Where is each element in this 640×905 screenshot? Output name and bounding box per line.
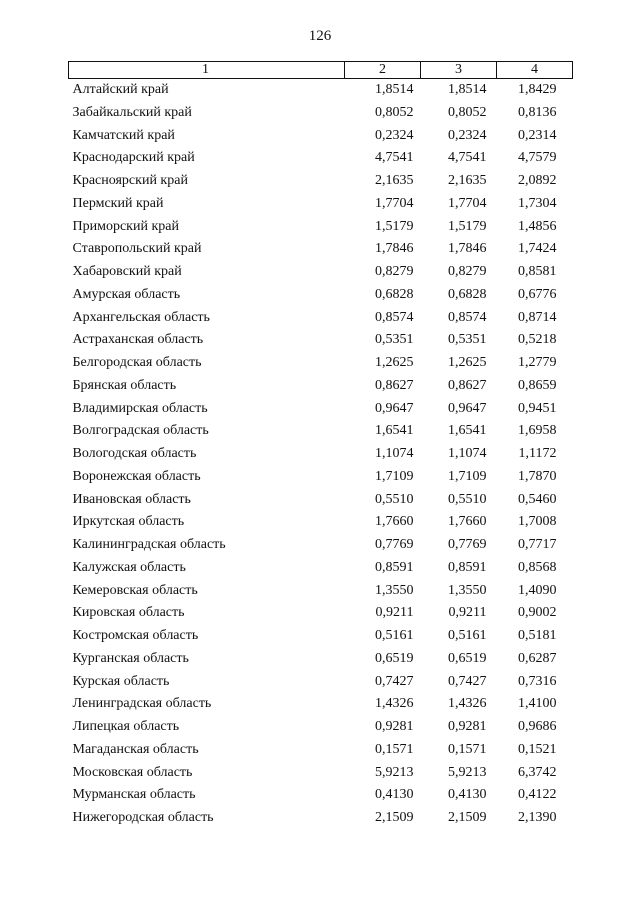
region-name-cell: Ставропольский край — [72, 241, 202, 257]
value-col-3-cell: 2,1635 — [448, 173, 487, 188]
region-name-cell: Красноярский край — [72, 173, 188, 188]
region-name-cell: Липецкая область — [72, 719, 180, 734]
region-name-cell: Калининградская область — [72, 537, 226, 552]
value-col-4-cell: 0,9002 — [518, 605, 557, 621]
table-row — [69, 398, 573, 421]
table-row — [69, 511, 573, 534]
region-name-cell: Иркутская область — [72, 514, 185, 530]
value-col-4-cell: 4,7579 — [518, 150, 557, 166]
value-col-3-cell: 0,8279 — [448, 264, 487, 279]
table-row — [69, 557, 573, 580]
table-row — [69, 238, 573, 261]
value-col-2-cell: 1,7704 — [375, 195, 414, 211]
table-row — [69, 625, 573, 648]
value-col-2-cell: 0,9647 — [375, 400, 414, 416]
value-col-3-cell: 1,6541 — [448, 423, 487, 439]
value-col-2-cell: 1,6541 — [375, 423, 414, 439]
value-col-2-cell: 1,8514 — [375, 82, 414, 97]
value-col-4-cell: 1,2779 — [518, 355, 557, 370]
value-col-4-cell: 0,7316 — [518, 673, 557, 689]
value-col-2-cell: 1,1074 — [375, 446, 414, 461]
value-col-2-cell: 4,7541 — [375, 150, 414, 166]
value-col-4-cell: 0,6776 — [518, 286, 557, 302]
value-col-3-cell: 0,9647 — [448, 400, 487, 416]
value-col-2-cell: 0,7427 — [375, 673, 414, 689]
value-col-4-cell: 1,8429 — [518, 82, 557, 97]
value-col-4-cell: 0,8581 — [518, 264, 557, 279]
region-name-cell: Курская область — [72, 673, 170, 689]
column-header-1: 1 — [69, 62, 345, 79]
value-col-4-cell: 1,7870 — [518, 468, 557, 484]
value-col-2-cell: 1,7846 — [375, 241, 414, 257]
value-col-4-cell: 0,8568 — [518, 559, 557, 575]
value-col-3-cell: 1,7109 — [448, 468, 487, 484]
value-col-3-cell: 0,8627 — [448, 377, 487, 393]
value-col-3-cell: 4,7541 — [448, 150, 487, 166]
value-col-2-cell: 0,5510 — [375, 491, 414, 507]
region-name-cell: Забайкальский край — [72, 104, 192, 120]
region-name-cell: Алтайский край — [72, 82, 169, 97]
value-col-3-cell: 1,7660 — [448, 514, 487, 530]
value-col-4-cell: 0,4122 — [518, 787, 557, 803]
value-col-3-cell: 0,9211 — [448, 605, 487, 621]
value-col-4-cell: 1,4100 — [518, 696, 557, 712]
table-row — [69, 79, 573, 102]
header-row — [69, 62, 573, 79]
value-col-4-cell: 1,7424 — [518, 241, 557, 257]
value-col-3-cell: 0,8574 — [448, 309, 487, 325]
data-table — [68, 61, 573, 830]
value-col-2-cell: 0,7769 — [375, 537, 414, 552]
region-name-cell: Архангельская область — [72, 309, 210, 325]
table-row — [69, 352, 573, 375]
value-col-3-cell: 1,4326 — [448, 696, 487, 712]
value-col-4-cell: 0,9451 — [518, 400, 557, 416]
value-col-4-cell: 0,8136 — [518, 104, 557, 120]
value-col-4-cell: 0,7717 — [518, 537, 557, 552]
value-col-3-cell: 1,5179 — [448, 218, 487, 234]
region-name-cell: Ивановская область — [72, 491, 191, 507]
value-col-4-cell: 1,7008 — [518, 514, 557, 530]
region-name-cell: Камчатский край — [72, 127, 175, 143]
value-col-3-cell: 0,5161 — [448, 628, 487, 643]
table-body — [69, 79, 573, 830]
value-col-2-cell: 1,2625 — [375, 355, 414, 370]
table-row — [69, 739, 573, 762]
value-col-4-cell: 0,8659 — [518, 377, 557, 393]
value-col-2-cell: 1,4326 — [375, 696, 414, 712]
table-row — [69, 602, 573, 625]
region-name-cell: Вологодская область — [72, 446, 197, 461]
table-row — [69, 420, 573, 443]
table-row — [69, 216, 573, 239]
value-col-2-cell: 2,1635 — [375, 173, 414, 188]
value-col-2-cell: 0,9211 — [375, 605, 414, 621]
table-row — [69, 716, 573, 739]
value-col-2-cell: 0,8574 — [375, 309, 414, 325]
value-col-2-cell: 0,8627 — [375, 377, 414, 393]
region-name-cell: Амурская область — [72, 286, 181, 302]
table-row — [69, 329, 573, 352]
value-col-3-cell: 0,5351 — [448, 332, 487, 348]
value-col-3-cell: 1,7846 — [448, 241, 487, 257]
value-col-3-cell: 2,1509 — [448, 810, 487, 825]
table-row — [69, 125, 573, 148]
table-row — [69, 784, 573, 807]
value-col-2-cell: 0,9281 — [375, 719, 414, 734]
table-row — [69, 284, 573, 307]
table-row — [69, 307, 573, 330]
value-col-2-cell: 5,9213 — [375, 764, 414, 780]
region-name-cell: Краснодарский край — [72, 150, 195, 166]
value-col-2-cell: 0,8279 — [375, 264, 414, 279]
column-header-2: 2 — [345, 62, 421, 79]
table-row — [69, 193, 573, 216]
value-col-4-cell: 0,5218 — [518, 332, 557, 348]
table-row — [69, 648, 573, 671]
value-col-3-cell: 0,1571 — [448, 741, 487, 757]
value-col-3-cell: 0,7427 — [448, 673, 487, 689]
value-col-2-cell: 2,1509 — [375, 810, 414, 825]
table-row — [69, 102, 573, 125]
region-name-cell: Магаданская область — [72, 741, 199, 757]
region-name-cell: Приморский край — [72, 218, 179, 234]
region-name-cell: Владимирская область — [72, 400, 208, 416]
value-col-4-cell: 0,5181 — [518, 628, 557, 643]
value-col-4-cell: 6,3742 — [518, 764, 557, 780]
column-header-3: 3 — [421, 62, 497, 79]
value-col-2-cell: 1,5179 — [375, 218, 414, 234]
value-col-2-cell: 0,6519 — [375, 650, 414, 666]
value-col-4-cell: 1,6958 — [518, 423, 557, 439]
table-row — [69, 375, 573, 398]
table-row — [69, 261, 573, 284]
region-name-cell: Курганская область — [72, 650, 189, 666]
value-col-4-cell: 0,2314 — [518, 127, 557, 143]
table-row — [69, 147, 573, 170]
value-col-3-cell: 1,8514 — [448, 82, 487, 97]
region-name-cell: Костромская область — [72, 628, 199, 643]
value-col-4-cell: 1,1172 — [518, 446, 557, 461]
table-row — [69, 762, 573, 785]
value-col-2-cell: 0,6828 — [375, 286, 414, 302]
value-col-3-cell: 0,9281 — [448, 719, 487, 734]
value-col-4-cell: 0,5460 — [518, 491, 557, 507]
region-name-cell: Мурманская область — [72, 787, 196, 803]
value-col-3-cell: 0,5510 — [448, 491, 487, 507]
table-row — [69, 671, 573, 694]
region-name-cell: Хабаровский край — [72, 264, 182, 279]
region-name-cell: Московская область — [72, 764, 193, 780]
region-name-cell: Воронежская область — [72, 468, 201, 484]
region-name-cell: Пермский край — [72, 195, 164, 211]
value-col-4-cell: 2,0892 — [518, 173, 557, 188]
value-col-3-cell: 1,7704 — [448, 195, 487, 211]
value-col-3-cell: 5,9213 — [448, 764, 487, 780]
region-name-cell: Белгородская область — [72, 355, 202, 370]
region-name-cell: Кемеровская область — [72, 582, 198, 598]
region-name-cell: Калужская область — [72, 559, 186, 575]
region-name-cell: Волгоградская область — [72, 423, 209, 439]
table-row — [69, 534, 573, 557]
value-col-4-cell: 0,8714 — [518, 309, 557, 325]
region-name-cell: Астраханская область — [72, 332, 204, 348]
table-row — [69, 807, 573, 830]
value-col-4-cell: 1,4090 — [518, 582, 557, 598]
value-col-3-cell: 0,6519 — [448, 650, 487, 666]
value-col-3-cell: 1,2625 — [448, 355, 487, 370]
value-col-4-cell: 0,6287 — [518, 650, 557, 666]
region-name-cell: Кировская область — [72, 605, 185, 621]
value-col-3-cell: 1,1074 — [448, 446, 487, 461]
value-col-3-cell: 0,4130 — [448, 787, 487, 803]
region-name-cell: Нижегородская область — [72, 810, 214, 825]
region-name-cell: Ленинградская область — [72, 696, 212, 712]
value-col-4-cell: 1,4856 — [518, 218, 557, 234]
value-col-2-cell: 1,7109 — [375, 468, 414, 484]
table-row — [69, 443, 573, 466]
value-col-3-cell: 0,6828 — [448, 286, 487, 302]
value-col-4-cell: 0,1521 — [518, 741, 557, 757]
table-row — [69, 580, 573, 603]
value-col-4-cell: 2,1390 — [518, 810, 557, 825]
value-col-3-cell: 0,8591 — [448, 559, 487, 575]
column-header-4: 4 — [497, 62, 573, 79]
table-row — [69, 489, 573, 512]
value-col-2-cell: 0,8591 — [375, 559, 414, 575]
value-col-3-cell: 0,2324 — [448, 127, 487, 143]
table-row — [69, 466, 573, 489]
value-col-2-cell: 0,5161 — [375, 628, 414, 643]
page-number: 126 — [308, 28, 332, 44]
value-col-2-cell: 1,3550 — [375, 582, 414, 598]
value-col-3-cell: 1,3550 — [448, 582, 487, 598]
value-col-3-cell: 0,7769 — [448, 537, 487, 552]
value-col-2-cell: 0,8052 — [375, 104, 414, 120]
value-col-2-cell: 0,1571 — [375, 741, 414, 757]
value-col-3-cell: 0,8052 — [448, 104, 487, 120]
value-col-2-cell: 0,4130 — [375, 787, 414, 803]
table-row — [69, 170, 573, 193]
value-col-2-cell: 1,7660 — [375, 514, 414, 530]
region-name-cell: Брянская область — [72, 377, 177, 393]
value-col-4-cell: 0,9686 — [518, 719, 557, 734]
table-row — [69, 693, 573, 716]
value-col-2-cell: 0,5351 — [375, 332, 414, 348]
value-col-4-cell: 1,7304 — [518, 195, 557, 211]
value-col-2-cell: 0,2324 — [375, 127, 414, 143]
